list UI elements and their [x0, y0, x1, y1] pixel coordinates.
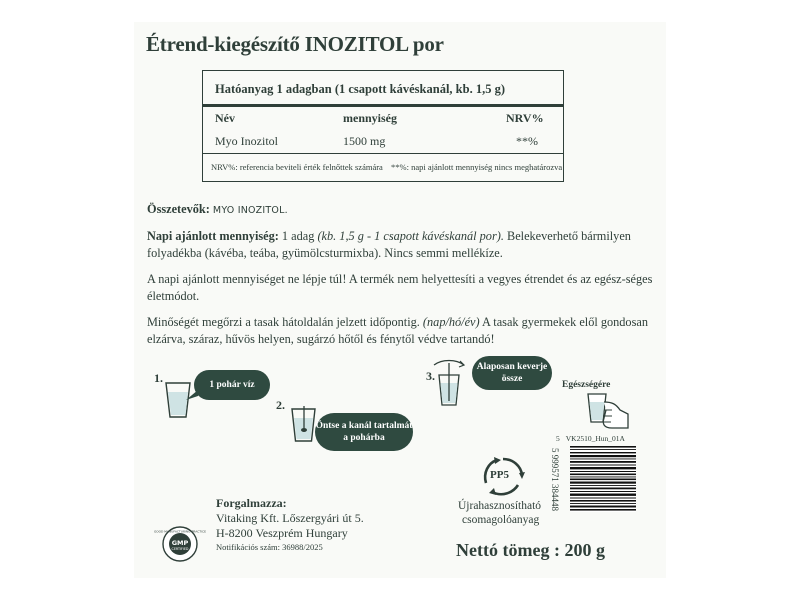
nutrition-header-rule: [203, 104, 563, 107]
product-title: Étrend-kiegészítő INOZITOL por: [146, 32, 444, 56]
dosage-text-1: 1 adag: [278, 229, 318, 243]
step-2-number: 2.: [276, 398, 285, 412]
step-1-number: 1.: [154, 371, 163, 385]
nutrition-footnote-nrv: NRV%: referencia beviteli érték felnőttek számára: [211, 162, 383, 172]
row-name: Myo Inozitol: [215, 134, 278, 148]
hand-glass-icon: [582, 392, 630, 430]
row-amount: 1500 mg: [343, 134, 386, 148]
gmp-certified-icon: [153, 526, 207, 562]
nutrition-table: [202, 70, 564, 182]
distributor-line-2: H-8200 Veszprém Hungary: [216, 526, 348, 540]
row-nrv: **%: [516, 134, 538, 148]
distributor-line-1: Vitaking Kft. Lőszergyári út 5.: [216, 511, 364, 525]
col-amount-header: mennyiség: [343, 111, 397, 125]
storage-paragraph: [147, 314, 657, 348]
nutrition-footer-rule: [203, 153, 563, 154]
distributor-block: [216, 496, 364, 554]
dosage-label: Napi ajánlott mennyiség:: [147, 229, 279, 243]
stir-glass-icon: [430, 357, 470, 409]
recycle-code: PP5: [490, 469, 509, 481]
storage-text-2: A tasak gyermekek elől gondosan elzárva, száraz, hűvös helyen, sugárzó hőtől és fénytől védve tartandó!: [147, 315, 648, 346]
dosage-text-2: Belekeverhető bármilyen folyadékba (kávéba, teába, gyümölcsturmixba). Nincs semmi mellékíze.: [147, 229, 631, 260]
dosage-italic: (kb. 1,5 g - 1 csapott kávéskanál por).: [317, 229, 504, 243]
step-3-bubble: Alaposan keverje össze: [472, 356, 552, 390]
recycle-text-1: Újrahasznosítható: [458, 500, 542, 512]
step-1-bubble-tail: [186, 390, 200, 404]
barcode-number: 5 999571 384448: [550, 448, 560, 511]
barcode: [570, 446, 636, 512]
nutrition-header: Hatóanyag 1 adagban (1 csapott kávéskanál, kb. 1,5 g): [215, 82, 505, 96]
storage-text-1: Minőségét megőrzi a tasak hátoldalán jelzett időpontig.: [147, 315, 423, 329]
ingredients: [147, 201, 657, 219]
step-3-number: 3.: [426, 369, 435, 383]
col-nrv-header: NRV%: [506, 111, 544, 125]
net-weight: Nettó tömeg : 200 g: [456, 540, 605, 560]
step-1-bubble: 1 pohár víz: [194, 370, 270, 400]
col-name-header: Név: [215, 111, 235, 125]
dosage-paragraph: [147, 228, 657, 262]
recycle-text-2: csomagolóanyag: [462, 514, 540, 526]
storage-italic: (nap/hó/év): [422, 315, 480, 329]
gmp-top-text: GOOD MANUFACTURING PRACTICE: [153, 529, 207, 534]
notification-number: Notifikációs szám: 36988/2025: [216, 542, 323, 552]
batch-code: 5 VK2510_Hun_01A: [556, 434, 625, 443]
health-label: Egészségére: [562, 380, 611, 390]
gmp-bottom-text: CERTIFIED: [171, 547, 189, 551]
ingredients-value: MYO INOZITOL.: [212, 205, 288, 216]
ingredients-label: Összetevők:: [147, 202, 210, 216]
distributor-label: Forgalmazza:: [216, 496, 287, 510]
nutrition-footnote-stars: **%: napi ajánlott mennyiség nincs meghatározva: [391, 162, 563, 172]
warning-paragraph: A napi ajánlott mennyiséget ne lépje túl! A termék nem helyettesíti a vegyes étrendet és az egész-séges életmódot.: [147, 272, 653, 303]
gmp-center-text: GMP: [171, 539, 189, 547]
batch-code-value: VK2510_Hun_01A: [565, 434, 625, 443]
step-2-bubble: Öntse a kanál tartalmát a pohárba: [315, 413, 413, 451]
